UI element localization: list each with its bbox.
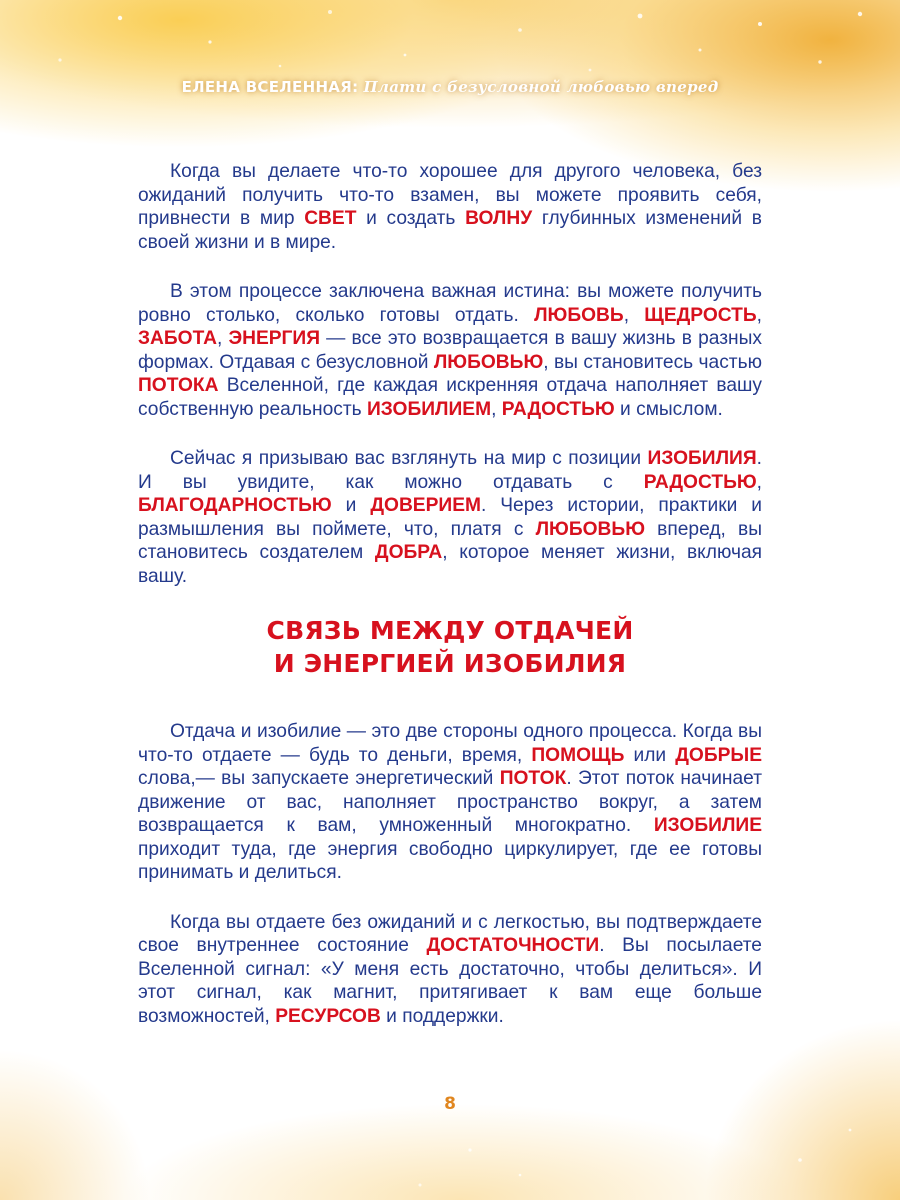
text-run: , вы становитесь частью — [543, 351, 762, 373]
text-run: Вселенной, где каждая искренняя отдача наполняет вашу собственную реальность — [138, 375, 762, 420]
text-run: Отдача и изобилие — это две стороны одного процесса. Когда вы что-то отдаете — будь то деньги, время, — [138, 721, 762, 766]
text-run: Когда вы делаете что-то хорошее для другого человека, без ожиданий получить что-то взамен, вы можете проявить себя, привнести в мир — [138, 161, 762, 229]
section-paragraphs — [138, 720, 762, 1028]
highlight-keyword: БЛАГОДАРНОСТЬЮ — [138, 495, 332, 516]
highlight-keyword: СВЕТ — [304, 208, 357, 229]
highlight-keyword: ЛЮБОВЬЮ — [535, 518, 645, 540]
text-run: , — [216, 328, 229, 349]
page-content — [138, 160, 762, 1054]
text-run: , — [491, 398, 502, 420]
text-run: , — [623, 304, 645, 326]
text-run: или — [624, 744, 676, 766]
text-run: и смыслом. — [614, 398, 723, 420]
text-run: и создать — [356, 208, 466, 229]
page-number: 8 — [444, 1094, 456, 1114]
text-run: . И вы увидите, как можно отдавать с — [138, 448, 762, 493]
highlight-keyword: ПОТОКА — [138, 375, 219, 396]
highlight-keyword: ПОТОК — [499, 768, 567, 789]
highlight-keyword: ЛЮБОВЬ — [534, 304, 624, 326]
highlight-keyword: РЕСУРСОВ — [275, 1005, 381, 1027]
highlight-keyword: ВОЛНУ — [465, 208, 533, 229]
highlight-keyword: ДОБРЫЕ — [675, 744, 763, 766]
text-run: В этом процессе заключена важная истина: вы можете получить ровно столько, сколько готовы отдать. — [138, 281, 762, 326]
text-run: вперед, вы становитесь создателем — [138, 518, 762, 563]
highlight-keyword: ЭНЕРГИЯ — [228, 328, 321, 349]
running-header — [0, 78, 900, 96]
highlight-keyword: РАДОСТЬЮ — [643, 471, 757, 493]
section-title-line: И ЭНЕРГИЕЙ ИЗОБИЛИЯ — [273, 649, 627, 678]
text-run: Когда вы отдаете без ожиданий и с легкостью, вы подтверждаете свое внутреннее состояние — [138, 911, 762, 956]
highlight-keyword: ЛЮБОВЬЮ — [433, 351, 544, 373]
body-paragraph — [138, 911, 762, 1029]
body-paragraph — [138, 447, 762, 588]
text-run: . Этот поток начинает движение от вас, наполняет пространство вокруг, а затем возвращается к вам, умноженный многократно. — [138, 768, 762, 836]
text-run: , которое меняет жизни, включая вашу. — [138, 542, 763, 587]
highlight-keyword: ЩЕДРОСТЬ — [644, 304, 757, 326]
section-title-line: СВЯЗЬ МЕЖДУ ОТДАЧЕЙ — [266, 616, 634, 645]
text-run: глубинных изменений в своей жизни и в мире. — [138, 208, 762, 253]
highlight-keyword: ДОВЕРИЕМ — [370, 495, 481, 516]
text-run: Сейчас я призываю вас взглянуть на мир с позиции — [170, 448, 648, 469]
body-paragraph — [138, 160, 762, 254]
text-run: слова,— вы запускаете энергетический — [138, 768, 500, 789]
intro-paragraphs — [138, 160, 762, 588]
body-paragraph — [138, 280, 762, 421]
highlight-keyword: ПОМОЩЬ — [531, 744, 625, 766]
text-run: и поддержки. — [380, 1005, 504, 1027]
text-run: приходит туда, где энергия свободно циркулирует, где ее готовы принимать и делиться. — [138, 838, 762, 883]
highlight-keyword: ДОБРА — [374, 542, 443, 563]
highlight-keyword: ДОСТАТОЧНОСТИ — [426, 935, 600, 956]
body-paragraph — [138, 720, 762, 885]
highlight-keyword: РАДОСТЬЮ — [501, 398, 615, 420]
highlight-keyword: ЗАБОТА — [138, 328, 217, 349]
section-title — [138, 614, 762, 680]
text-run: , — [756, 304, 762, 326]
highlight-keyword: ИЗОБИЛИЕМ — [366, 398, 492, 420]
text-run: . Через истории, практики и размышления вы поймете, что, платя с — [138, 495, 762, 540]
text-run: — все это возвращается в вашу жизнь в разных формах. Отдавая с безусловной — [138, 328, 762, 373]
text-run: . Вы посылаете Вселенной сигнал: «У меня есть достаточно, чтобы делиться». И этот сигнал, как магнит, притягивает к вам еще больше возможностей, — [138, 935, 762, 1027]
header-author: ЕЛЕНА ВСЕЛЕННАЯ — [181, 78, 353, 96]
header-separator: : — [352, 78, 359, 96]
text-run: , — [756, 471, 762, 493]
header-book-title: Плати с безусловной любовью вперед — [363, 78, 719, 96]
highlight-keyword: ИЗОБИЛИЕ — [653, 815, 762, 836]
highlight-keyword: ИЗОБИЛИЯ — [647, 448, 757, 469]
text-run: и — [331, 495, 371, 516]
